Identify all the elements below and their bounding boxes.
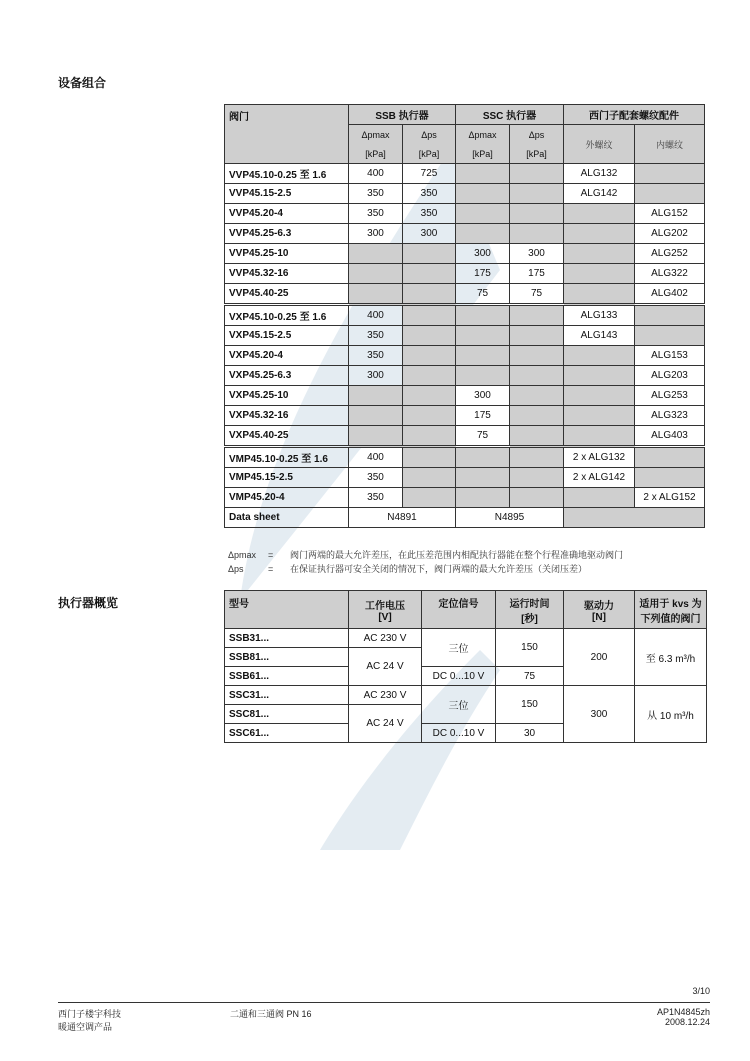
value-cell: 300 [349, 224, 403, 244]
valve-model-cell: VVP45.20-4 [225, 204, 349, 224]
value-cell: 350 [403, 184, 456, 204]
value-cell: 2 x ALG142 [564, 468, 635, 488]
value-cell [635, 164, 705, 184]
value-cell: 300 [349, 366, 403, 386]
model-cell: SSB81... [225, 648, 349, 667]
value-cell [564, 264, 635, 284]
value-cell: ALG133 [564, 305, 635, 326]
header-force: 驱动力 [N] [564, 591, 635, 629]
signal-cell: 三位 [422, 686, 496, 724]
value-cell: 300 [510, 244, 564, 264]
value-cell [564, 284, 635, 305]
voltage-cell: AC 230 V [349, 629, 422, 648]
header-unit: [kPa] [403, 144, 456, 164]
value-cell: 400 [349, 305, 403, 326]
valve-model-cell: VVP45.10-0.25 至 1.6 [225, 164, 349, 184]
page-number: 3/10 [692, 986, 710, 996]
value-cell [510, 406, 564, 426]
value-cell [456, 447, 510, 468]
value-cell [349, 406, 403, 426]
datasheet-label: Data sheet [225, 508, 349, 528]
section-title-combinations: 设备组合 [58, 76, 107, 90]
kvs-cell: 至 6.3 m³/h [635, 629, 707, 686]
table-row [225, 164, 705, 184]
value-cell [510, 468, 564, 488]
valve-model-cell: VXP45.15-2.5 [225, 326, 349, 346]
value-cell [349, 426, 403, 447]
value-cell [403, 468, 456, 488]
datasheet-empty [564, 508, 705, 528]
table-row [225, 184, 705, 204]
kvs-cell: 从 10 m³/h [635, 686, 707, 743]
table-row [225, 386, 705, 406]
value-cell: 175 [510, 264, 564, 284]
header-unit: [kPa] [349, 144, 403, 164]
table-row [225, 264, 705, 284]
value-cell: 350 [349, 204, 403, 224]
value-cell [635, 184, 705, 204]
value-cell [510, 447, 564, 468]
footer-doc-info: AP1N4845zh 2008.12.24 [656, 1007, 710, 1027]
table-row [225, 284, 705, 305]
model-cell: SSC81... [225, 705, 349, 724]
model-cell: SSC61... [225, 724, 349, 743]
value-cell [510, 426, 564, 447]
value-cell [564, 224, 635, 244]
value-cell: ALG253 [635, 386, 705, 406]
value-cell [456, 468, 510, 488]
table-row [225, 244, 705, 264]
valve-model-cell: VMP45.10-0.25 至 1.6 [225, 447, 349, 468]
header-ssb-dpmax: Δpmax [349, 125, 403, 145]
voltage-cell: AC 24 V [349, 705, 422, 743]
value-cell [456, 366, 510, 386]
value-cell: 350 [349, 346, 403, 366]
value-cell [510, 224, 564, 244]
model-cell: SSB61... [225, 667, 349, 686]
voltage-cell: AC 230 V [349, 686, 422, 705]
voltage-cell: AC 24 V [349, 648, 422, 686]
value-cell: ALG132 [564, 164, 635, 184]
value-cell: 75 [456, 426, 510, 447]
value-cell [456, 164, 510, 184]
valve-model-cell: VVP45.25-6.3 [225, 224, 349, 244]
value-cell [564, 426, 635, 447]
header-kvs: 适用于 kvs 为 下列值的阀门 [635, 591, 707, 629]
value-cell: ALG152 [635, 204, 705, 224]
value-cell [456, 204, 510, 224]
section-title-actuator-overview: 执行器概览 [58, 596, 119, 610]
table-row [225, 406, 705, 426]
table-row [225, 366, 705, 386]
value-cell [456, 488, 510, 508]
table-row [225, 447, 705, 468]
valve-model-cell: VVP45.15-2.5 [225, 184, 349, 204]
value-cell [510, 346, 564, 366]
value-cell [403, 346, 456, 366]
valve-model-cell: VMP45.20-4 [225, 488, 349, 508]
value-cell [510, 305, 564, 326]
value-cell [403, 488, 456, 508]
value-cell: ALG252 [635, 244, 705, 264]
header-valve: 阀门 [225, 105, 349, 164]
signal-cell: 三位 [422, 629, 496, 667]
table-row [225, 224, 705, 244]
time-cell: 150 [496, 686, 564, 724]
header-ssb-dps: Δps [403, 125, 456, 145]
value-cell [510, 184, 564, 204]
header-ssc-dps: Δps [510, 125, 564, 145]
value-cell: 300 [456, 244, 510, 264]
header-fittings: 西门子配套螺纹配件 [564, 105, 705, 125]
value-cell [403, 305, 456, 326]
header-unit: [kPa] [510, 144, 564, 164]
value-cell [510, 164, 564, 184]
value-cell [510, 204, 564, 224]
time-cell: 75 [496, 667, 564, 686]
valve-model-cell: VVP45.32-16 [225, 264, 349, 284]
datasheet-ssb: N4891 [349, 508, 456, 528]
note-dpmax: Δpmax = 阀门两端的最大允许差压，在此压差范围内相配执行器能在整个行程准确地驱动阀门 [228, 550, 624, 560]
table-row [225, 346, 705, 366]
value-cell: 175 [456, 264, 510, 284]
header-internal: 内螺纹 [635, 125, 705, 164]
value-cell [564, 244, 635, 264]
valve-model-cell: VXP45.32-16 [225, 406, 349, 426]
value-cell: ALG403 [635, 426, 705, 447]
model-cell: SSB31... [225, 629, 349, 648]
header-ssc-dpmax: Δpmax [456, 125, 510, 145]
value-cell: 2 x ALG132 [564, 447, 635, 468]
value-cell: ALG203 [635, 366, 705, 386]
force-cell: 300 [564, 686, 635, 743]
footer-doc-title: 二通和三通阀 PN 16 [230, 1009, 312, 1019]
table-row [225, 488, 705, 508]
value-cell [456, 305, 510, 326]
value-cell: 2 x ALG152 [635, 488, 705, 508]
value-cell: ALG402 [635, 284, 705, 305]
valve-model-cell: VXP45.20-4 [225, 346, 349, 366]
valve-model-cell: VXP45.40-25 [225, 426, 349, 447]
value-cell: 350 [349, 468, 403, 488]
value-cell: ALG153 [635, 346, 705, 366]
value-cell: 725 [403, 164, 456, 184]
value-cell [403, 386, 456, 406]
value-cell: 300 [403, 224, 456, 244]
value-cell [456, 346, 510, 366]
value-cell: 400 [349, 164, 403, 184]
header-ssc: SSC 执行器 [456, 105, 564, 125]
valve-model-cell: VXP45.10-0.25 至 1.6 [225, 305, 349, 326]
valve-model-cell: VXP45.25-10 [225, 386, 349, 406]
valve-model-cell: VXP45.25-6.3 [225, 366, 349, 386]
header-ssb: SSB 执行器 [349, 105, 456, 125]
model-cell: SSC31... [225, 686, 349, 705]
table-row [225, 305, 705, 326]
table-row [225, 468, 705, 488]
value-cell [456, 184, 510, 204]
value-cell [564, 366, 635, 386]
value-cell [510, 366, 564, 386]
value-cell [564, 346, 635, 366]
value-cell [349, 264, 403, 284]
signal-cell: DC 0...10 V [422, 667, 496, 686]
value-cell [349, 284, 403, 305]
table-row [225, 204, 705, 224]
value-cell: 350 [403, 204, 456, 224]
value-cell: ALG322 [635, 264, 705, 284]
value-cell [403, 447, 456, 468]
value-cell [349, 386, 403, 406]
value-cell [564, 386, 635, 406]
value-cell [510, 326, 564, 346]
value-cell: ALG142 [564, 184, 635, 204]
header-type: 型号 [225, 591, 349, 629]
actuator-overview-table [224, 590, 707, 743]
value-cell [635, 447, 705, 468]
value-cell: 350 [349, 184, 403, 204]
value-cell [349, 244, 403, 264]
value-cell: ALG143 [564, 326, 635, 346]
value-cell [635, 468, 705, 488]
value-cell [403, 406, 456, 426]
header-unit: [kPa] [456, 144, 510, 164]
value-cell [564, 406, 635, 426]
value-cell [403, 284, 456, 305]
table-row [225, 326, 705, 346]
value-cell: ALG202 [635, 224, 705, 244]
valve-actuator-combination-table [224, 104, 705, 528]
value-cell [403, 366, 456, 386]
valve-model-cell: VMP45.15-2.5 [225, 468, 349, 488]
value-cell: 175 [456, 406, 510, 426]
value-cell [403, 264, 456, 284]
value-cell [564, 488, 635, 508]
footer-divider [58, 1002, 710, 1003]
time-cell: 150 [496, 629, 564, 667]
header-voltage: 工作电压 [V] [349, 591, 422, 629]
value-cell: 350 [349, 488, 403, 508]
datasheet-row [225, 508, 705, 528]
value-cell: 400 [349, 447, 403, 468]
value-cell: 75 [510, 284, 564, 305]
value-cell [564, 204, 635, 224]
force-cell: 200 [564, 629, 635, 686]
value-cell [403, 426, 456, 447]
valve-model-cell: VVP45.40-25 [225, 284, 349, 305]
datasheet-ssc: N4895 [456, 508, 564, 528]
footer-company: 西门子楼宇科技 暖通空调产品 [58, 1009, 122, 1032]
value-cell [635, 326, 705, 346]
value-cell: ALG323 [635, 406, 705, 426]
value-cell [456, 326, 510, 346]
value-cell [403, 244, 456, 264]
value-cell [510, 488, 564, 508]
value-cell: 350 [349, 326, 403, 346]
header-external: 外螺纹 [564, 125, 635, 164]
note-dps: Δps = 在保证执行器可安全关闭的情况下，阀门两端的最大允许差压（关闭压差） [228, 564, 588, 574]
value-cell [456, 224, 510, 244]
value-cell [635, 305, 705, 326]
value-cell [403, 326, 456, 346]
signal-cell: DC 0...10 V [422, 724, 496, 743]
value-cell: 75 [456, 284, 510, 305]
header-time: 运行时间 [秒] [496, 591, 564, 629]
valve-model-cell: VVP45.25-10 [225, 244, 349, 264]
table-row [225, 426, 705, 447]
time-cell: 30 [496, 724, 564, 743]
value-cell: 300 [456, 386, 510, 406]
header-signal: 定位信号 [422, 591, 496, 629]
value-cell [510, 386, 564, 406]
